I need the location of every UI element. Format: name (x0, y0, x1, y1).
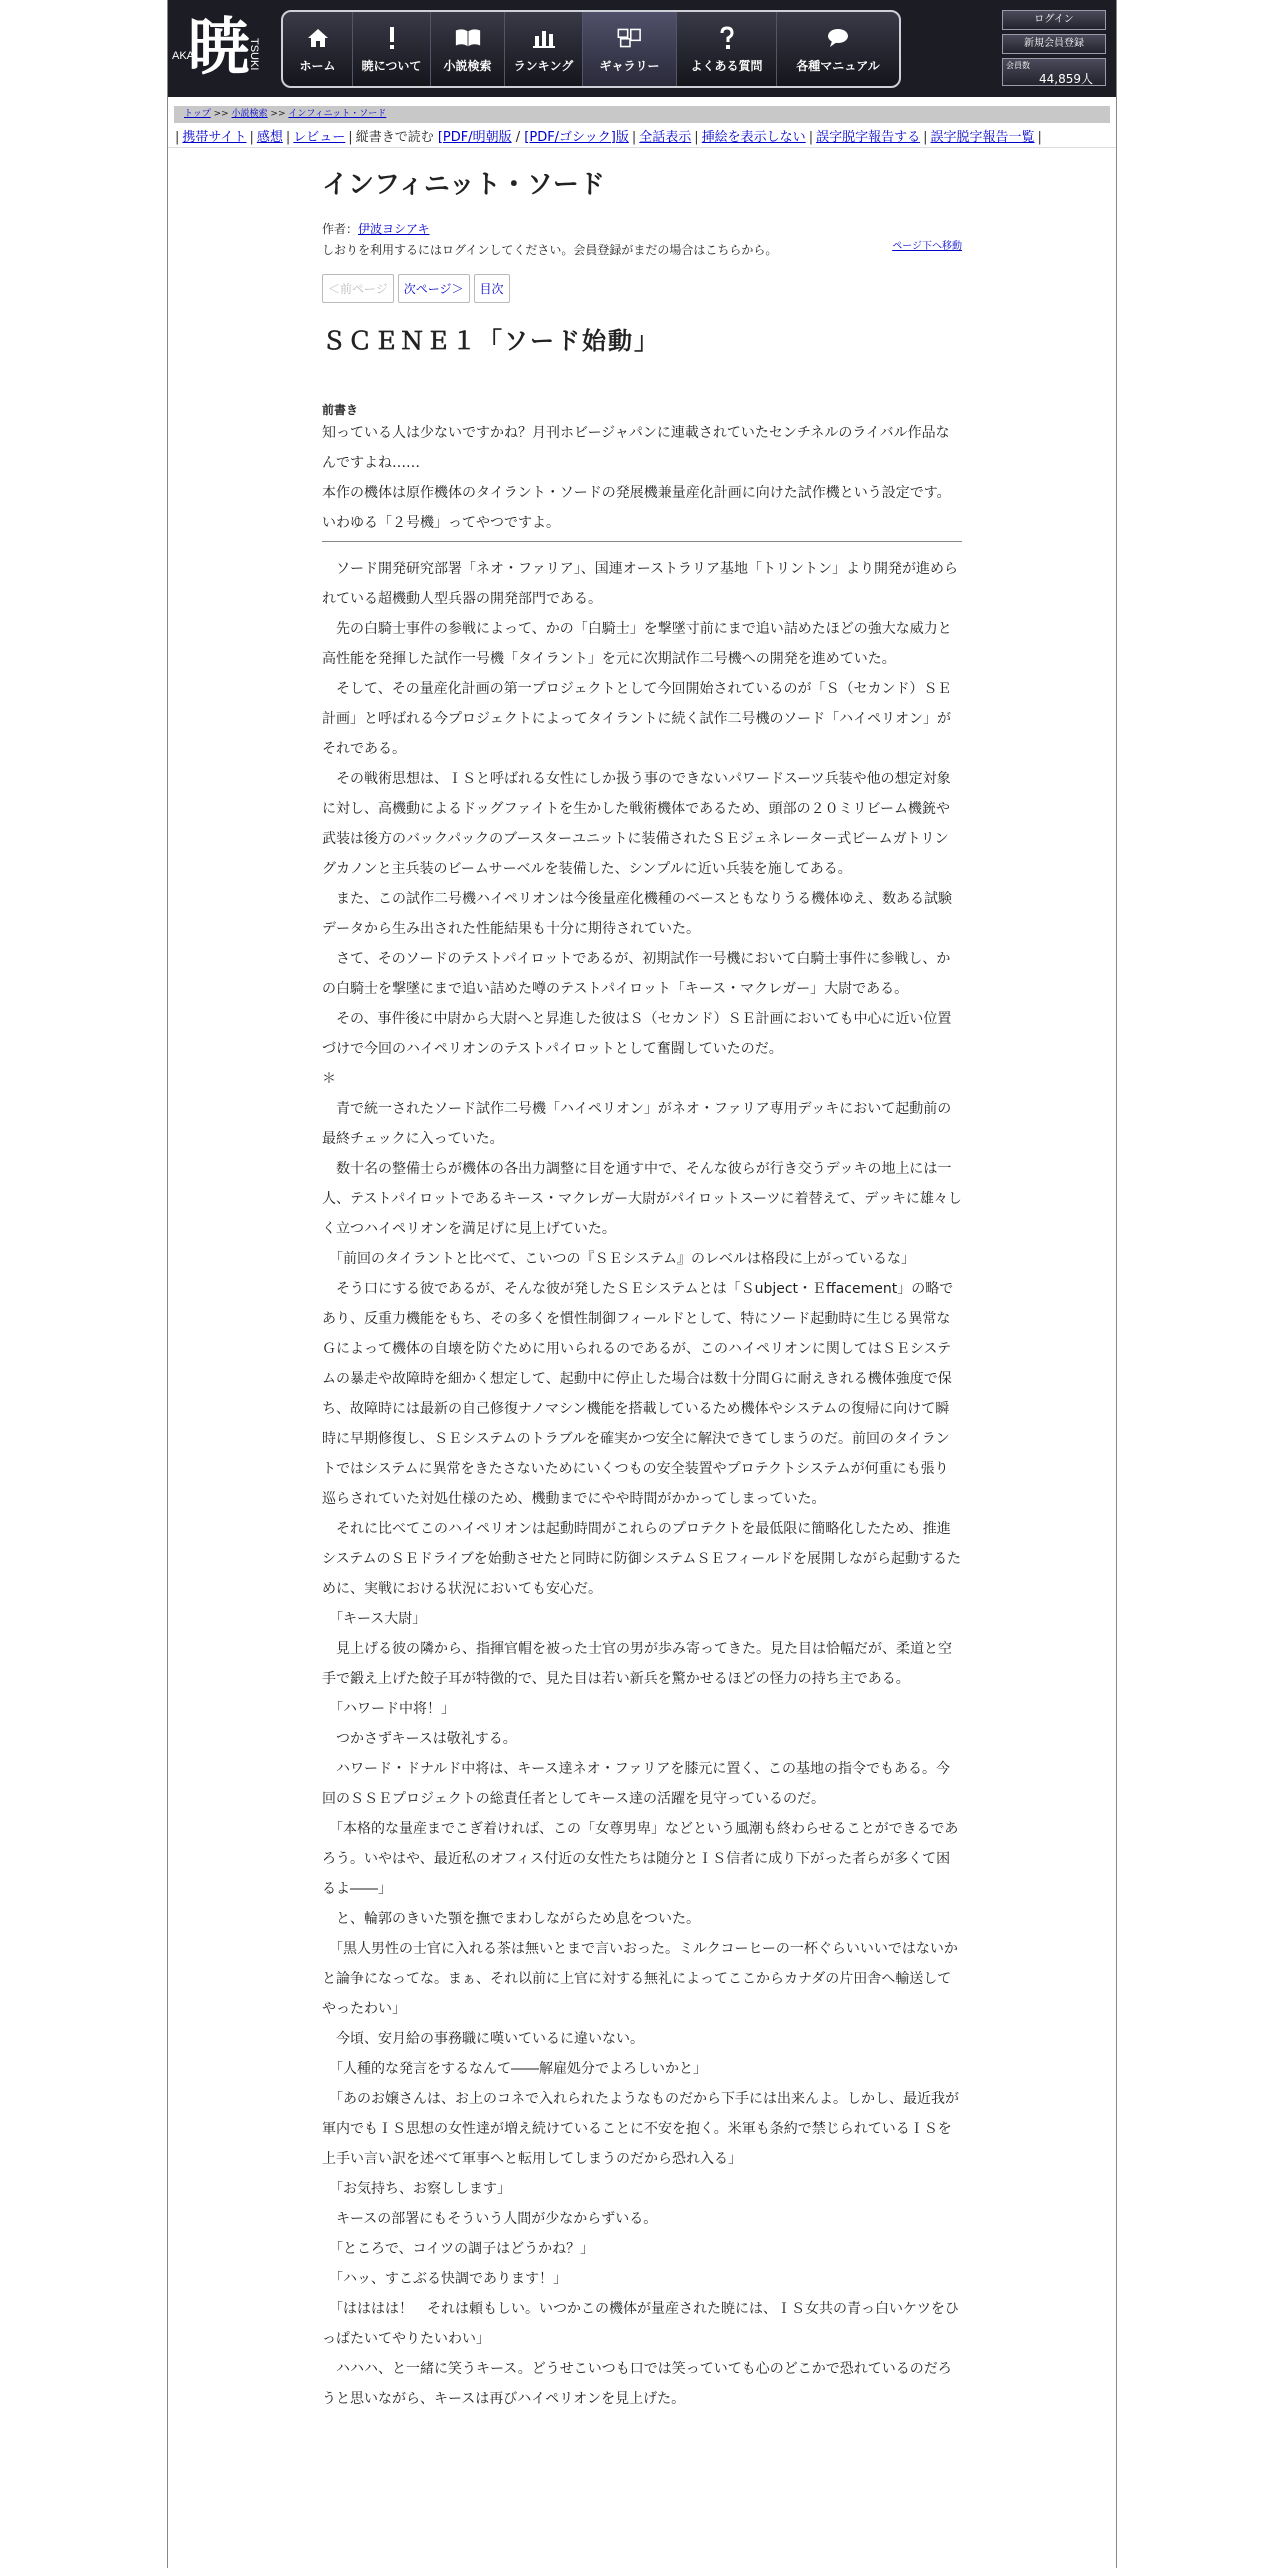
body-text (322, 554, 962, 2414)
preface-paragraph: 本作の機体は原作機体のタイラント・ソードの発展機兼量産化計画に向けた試作機という設定です。 (322, 485, 951, 501)
body-paragraph: 青で統一されたソード試作二号機「ハイペリオン」がネオ・ファリア専用デッキにおいて起動前の最終チェックに入っていた。 (322, 1101, 952, 1147)
breadcrumb-sep: >> (210, 109, 232, 119)
preface-label: 前書き (322, 403, 359, 417)
body-paragraph: 「はははは！ それは頼もしい。いつかこの機体が量産された暁には、ＩＳ女共の青っ白いケツをひっぱたいてやりたいわい」 (322, 2301, 959, 2347)
body-paragraph: その、事件後に中尉から大尉へと昇進した彼はＳ（セカンド）ＳＥ計画においても中心に近い位置づけで今回のハイペリオンのテストパイロットとして奮闘していたのだ。 (322, 1011, 952, 1057)
book-icon (454, 25, 482, 51)
mobile-site-link[interactable]: 携帯サイト (182, 130, 247, 145)
nav-faq[interactable] (677, 12, 777, 86)
body-paragraph: ソード開発研究部署「ネオ・ファリア」、国連オーストラリア基地「トリントン」より開発が進められている超機動人型兵器の開発部門である。 (322, 561, 959, 607)
body-paragraph: ハワード・ドナルド中将は、キース達ネオ・ファリアを膝元に置く、この基地の指令でもある。今回のＳＳＥプロジェクトの総責任者としてキース達の活躍を見守っているのだ。 (322, 1761, 951, 1807)
breadcrumb (174, 106, 1110, 123)
preface-paragraph: 知っている人は少ないですかね？月刊ホビージャパンに連載されていたセンチネルのライバル作品なんですよね…… (322, 425, 950, 471)
toc-button[interactable]: 目次 (474, 274, 510, 303)
body-paragraph: 「黒人男性の士官に入れる茶は無いとまで言いおった。ミルクコーヒーの一杯ぐらいいいではないかと論争になってな。まぁ、それ以前に上官に対する無礼によってここからカナダの片田舎へ輸送してやったわい」 (322, 1941, 958, 2017)
nav-home-label: ホーム (299, 58, 336, 73)
nav-gallery[interactable] (583, 12, 677, 86)
report-typo-link[interactable]: 誤字脱字報告する (816, 130, 921, 145)
nav-novel-search-label: 小説検索 (443, 58, 492, 73)
member-count-box (1002, 58, 1106, 86)
body-paragraph: 先の白騎士事件の参戦によって、かの「白騎士」を撃墜寸前にまで追い詰めたほどの強大な威力と高性能を発揮した試作一号機「タイラント」を元に次期試作二号機への開発を進めていた。 (322, 621, 952, 667)
to-bottom-link[interactable]: ページ下へ移動 (892, 241, 962, 252)
bookmark-note (322, 241, 962, 258)
vertical-read-label: 縦書きで読む (355, 130, 434, 145)
novel-title: インフィニット・ソード (322, 170, 605, 200)
pdf-slash: / (511, 130, 525, 145)
site-header (168, 0, 1116, 97)
body-paragraph: ＊ (322, 1071, 336, 1087)
main-nav (281, 10, 901, 88)
links-sep: | (808, 130, 814, 145)
nav-ranking[interactable] (505, 12, 583, 86)
impression-link[interactable]: 感想 (256, 130, 283, 145)
body-paragraph: さて、そのソードのテストパイロットであるが、初期試作一号機において白騎士事件に参戦し、かの白騎士を撃墜にまで追い詰めた噂のテストパイロット「キース・マクレガー」大尉である。 (322, 951, 951, 997)
scene-title: ＳＣＥＮＥ１「ソード始動」 (322, 327, 660, 355)
typo-list-link[interactable]: 誤字脱字報告一覧 (930, 130, 1035, 145)
account-box (1002, 10, 1106, 86)
show-all-link[interactable]: 全話表示 (639, 130, 692, 145)
logo-aka: AKA (172, 50, 195, 62)
preface-paragraph: いわゆる「２号機」ってやつですよ。 (322, 515, 560, 531)
novel-content (322, 160, 962, 2414)
body-paragraph: そして、その量産化計画の第一プロジェクトとして今回開始されているのが「Ｓ（セカンド）ＳＥ計画」と呼ばれる今プロジェクトによってタイラントに続く試作二号機のソード「ハイペリオン」がそれである。 (322, 681, 952, 757)
member-count-label: 会員数 (1006, 61, 1030, 70)
author-link[interactable]: 伊波ヨシアキ (358, 222, 430, 236)
links-sep: | (923, 130, 928, 145)
links-sep: | (631, 130, 637, 145)
body-paragraph: 「ハッ、すこぶる快調であります！」 (322, 2271, 567, 2287)
body-paragraph: その戦術思想は、ＩＳと呼ばれる女性にしか扱う事のできないパワードスーツ兵装や他の想定対象に対し、高機動によるドッグファイトを生かした戦術機体であるため、頭部の２０ミリビーム機銃や武装は後方のバックパックのブースターユニットに装備されたＳＥジェネレーター式ビームガトリングカノンと主兵装のビームサーベルを装備した、シンプルに近い兵装を施してある。 (322, 771, 951, 877)
nav-ranking-label: ランキング (513, 58, 574, 73)
exclamation-icon (378, 25, 406, 51)
member-count: 44,859人 (1039, 72, 1093, 86)
breadcrumb-current[interactable]: インフィニット・ソード (288, 109, 387, 119)
body-paragraph: 「お気持ち、お察しします」 (322, 2181, 511, 2197)
question-icon (713, 25, 741, 51)
body-paragraph: 「ハワード中将！」 (322, 1701, 455, 1717)
body-paragraph: 「ところで、コイツの調子はどうかね？」 (322, 2241, 595, 2257)
author-label: 作者： (322, 222, 359, 236)
logo-kanji: 暁 (188, 10, 251, 83)
links-sep: | (348, 130, 353, 145)
body-paragraph: そう口にする彼であるが、そんな彼が発したＳＥシステムとは「Ｓubject・Ｅffacement」の略であり、反重力機能をもち、その多くを慣性制御フィールドとして、特にソード起動時に生じる異常なＧによって機体の自壊を防ぐために用いられるのであるが、このハイペリオンに関してはＳＥシステムの暴走や故障時を細かく想定して、起動中に停止した場合は数十分間Ｇに耐えきれる機体強度で保ち、故障時には最新の自己修復ナノマシン機能を搭載しているため機体やシステムの復帰に向けて瞬時に早期修復し、ＳＥシステムのトラブルを確実かつ安全に解決できてしまうのだ。前回のタイラントではシステムに異常をきたさないためにいくつもの安全装置やプロテクトシステムが何重にも張り巡らされていた対処仕様のため、機動までにやや時間がかかってしまっていた。 (322, 1281, 954, 1507)
body-paragraph: 今頃、安月給の事務職に嘆いているに違いない。 (322, 2031, 644, 2047)
gallery-icon (616, 25, 644, 51)
author-line (322, 220, 962, 237)
body-paragraph: 見上げる彼の隣から、指揮官帽を被った士官の男が歩み寄ってきた。見た目は恰幅だが、柔道と空手で鍛え上げた餃子耳が特徴的で、見た目は若い新兵を驚かせるほどの怪力の持ち主である。 (322, 1641, 952, 1687)
pager (322, 274, 962, 303)
body-paragraph: 「あのお嬢さんは、お上のコネで入れられたようなものだから下手には出来んよ。しかし、最近我が軍内でもＩＳ思想の女性達が増え続けていることに不安を抱く。米軍も条約で禁じられているＩＳを上手い言い訳を述べて軍事へと転用してしまうのだから恐れ入る」 (322, 2091, 959, 2167)
pdf-mincho-link[interactable]: [PDF/明朝版 (437, 130, 512, 145)
body-paragraph: と、輪郭のきいた顎を撫でまわしながらため息をついた。 (322, 1911, 700, 1927)
review-link[interactable]: レビュー (293, 130, 346, 145)
body-paragraph: 数十名の整備士らが機体の各出力調整に目を通す中で、そんな彼らが行き交うデッキの地上には一人、テストパイロットであるキース・マクレガー大尉がパイロットスーツに着替えて、デッキに雄々しく立つハイペリオンを満足げに見上げていた。 (322, 1161, 962, 1237)
breadcrumb-sep: >> (267, 109, 289, 119)
links-sep: | (285, 130, 291, 145)
links-sep: | (1037, 130, 1042, 145)
speech-bubble-icon (824, 25, 852, 51)
site-logo[interactable] (168, 8, 278, 90)
links-bar (168, 128, 1116, 148)
links-sep: | (694, 130, 699, 145)
body-paragraph: 「人種的な発言をするなんて――解雇処分でよろしいかと」 (322, 2061, 707, 2077)
body-paragraph: また、この試作二号機ハイペリオンは今後量産化機種のベースともなりうる機体ゆえ、数ある試験データから生み出された性能結果も十分に期待されていた。 (322, 891, 952, 937)
body-paragraph: 「キース大尉」 (322, 1611, 427, 1627)
next-page-button[interactable]: 次ページ＞ (398, 274, 470, 303)
home-icon (304, 25, 332, 51)
preface (322, 418, 962, 538)
nav-about-label: 暁について (361, 58, 422, 73)
breadcrumb-top[interactable]: トップ (184, 109, 211, 119)
bookmark-note-text: しおりを利用するにはログインしてください。会員登録がまだの場合はこちらから。 (322, 243, 778, 257)
nav-faq-label: よくある質問 (690, 58, 763, 73)
body-paragraph: つかさずキースは敬礼する。 (322, 1731, 517, 1747)
nav-gallery-label: ギャラリー (599, 58, 660, 73)
page-container (167, 0, 1117, 2568)
ranking-icon (530, 25, 558, 51)
logo-tsuki: TSUKI (248, 38, 260, 71)
register-button[interactable]: 新規会員登録 (1002, 34, 1106, 54)
nav-manual[interactable] (777, 12, 899, 86)
links-sep: | (249, 130, 254, 145)
login-button[interactable]: ログイン (1002, 10, 1106, 30)
breadcrumb-search[interactable]: 小説検索 (231, 109, 268, 119)
body-paragraph: ハハハ、と一緒に笑うキース。どうせこいつも口では笑っていても心のどこかで恐れているのだろうと思いながら、キースは再びハイペリオンを見上げた。 (322, 2361, 952, 2407)
prev-page-button: ＜前ページ (322, 274, 394, 303)
body-paragraph: キースの部署にもそういう人間が少なからずいる。 (322, 2211, 658, 2227)
body-paragraph: 「前回のタイラントと比べて、こいつの『ＳＥシステム』のレベルは格段に上がっているな」 (322, 1251, 916, 1267)
body-paragraph: それに比べてこのハイペリオンは起動時間がこれらのプロテクトを最低限に簡略化したため、推進システムのＳＥドライブを始動させたと同時に防御システムＳＥフィールドを展開しながら起動するために、実戦における状況においても安心だ。 (322, 1521, 961, 1597)
preface-divider (322, 541, 962, 542)
nav-home[interactable] (283, 12, 353, 86)
body-paragraph: 「本格的な量産までこぎ着ければ、この「女尊男卑」などという風潮も終わらせることができるであろう。いやはや、最近私のオフィス付近の女性たちは随分とＩＳ信者に成り下がった者らが多くて困るよ――」 (322, 1821, 959, 1897)
hide-illustration-link[interactable]: 挿絵を表示しない (701, 130, 806, 145)
nav-manual-label: 各種マニュアル (796, 58, 880, 73)
links-sep: | (175, 130, 180, 145)
nav-novel-search[interactable] (431, 12, 505, 86)
pdf-gothic-link[interactable]: [PDF/ゴシック]版 (524, 130, 629, 145)
nav-about[interactable] (353, 12, 431, 86)
